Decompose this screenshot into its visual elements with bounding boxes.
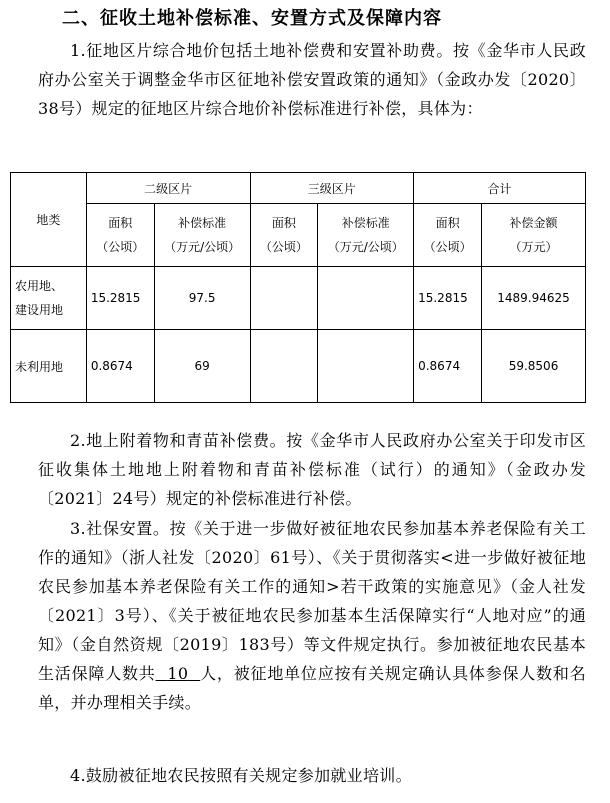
cell-total-amount: 59.8506 (482, 330, 586, 403)
table-row (11, 267, 586, 330)
cell-g2-area: 15.2815 (86, 267, 154, 330)
cell-g3-area (250, 267, 318, 330)
table-row (11, 330, 586, 403)
cell-g2-area: 0.8674 (86, 330, 154, 403)
cell-total-area: 15.2815 (414, 267, 482, 330)
header-total: 合计 (414, 173, 586, 204)
header-g3-standard: 补偿标准 （万元/公顷） (318, 204, 414, 267)
cell-total-amount: 1489.94625 (482, 267, 586, 330)
paragraph-training: 4.鼓励被征地农民按照有关规定参加就业培训。 (70, 766, 412, 785)
cell-g3-standard (318, 330, 414, 403)
cell-g3-standard (318, 267, 414, 330)
compensation-table (10, 172, 586, 403)
cell-g2-standard: 97.5 (154, 267, 250, 330)
section-heading: 二、征收土地补偿标准、安置方式及保障内容 (62, 8, 442, 29)
cell-total-area: 0.8674 (414, 330, 482, 403)
cell-g2-standard: 69 (154, 330, 250, 403)
cell-g3-area (250, 330, 318, 403)
header-g2-area: 面积 （公顷） (86, 204, 154, 267)
header-grade3: 三级区片 (250, 173, 414, 204)
paragraph-social-security: 3.社保安置。按《关于进一步做好被征地农民参加基本养老保险有关工作的通知》（浙人社发〔2020〕61号）、《关于贯彻落实<进一步做好被征地农民参加基本养老保险有关工作的通知>若干政策的实施意见》（金人社发〔2021〕3号）、《关于被征地农民参加基本生活保障实行“人地对应”的通知》（金自然资规〔2019〕183号）等文件规定执行。参加被征地农民基本生活保障人数共 10 人，被征地单位应按有关规定确认具体参保人数和名单，并办理相关手续。 (38, 519, 586, 712)
cell-land-type: 农用地、 建设用地 (11, 267, 87, 330)
header-land-type: 地类 (11, 173, 87, 267)
paragraph-attachments: 2.地上附着物和青苗补偿费。按《金华市人民政府办公室关于印发市区征收集体土地地上附着物和青苗补偿标准（试行）的通知》（金政办发〔2021〕24号）规定的补偿标准进行补偿。 (38, 431, 586, 508)
header-total-amount: 补偿金额 （万元） (482, 204, 586, 267)
header-grade2: 二级区片 (86, 173, 250, 204)
cell-land-type: 未利用地 (11, 330, 87, 403)
header-total-area: 面积 （公顷） (414, 204, 482, 267)
header-g2-standard: 补偿标准 （万元/公顷） (154, 204, 250, 267)
insured-count: 10 (167, 664, 189, 683)
paragraph-land-price: 1.征地区片综合地价包括土地补偿费和安置补助费。按《金华市人民政府办公室关于调整金华市区征地补偿安置政策的通知》（金政办发〔2020〕38号）规定的征地区片综合地价补偿标准进行补偿，具体为： (38, 41, 586, 118)
header-g3-area: 面积 （公顷） (250, 204, 318, 267)
